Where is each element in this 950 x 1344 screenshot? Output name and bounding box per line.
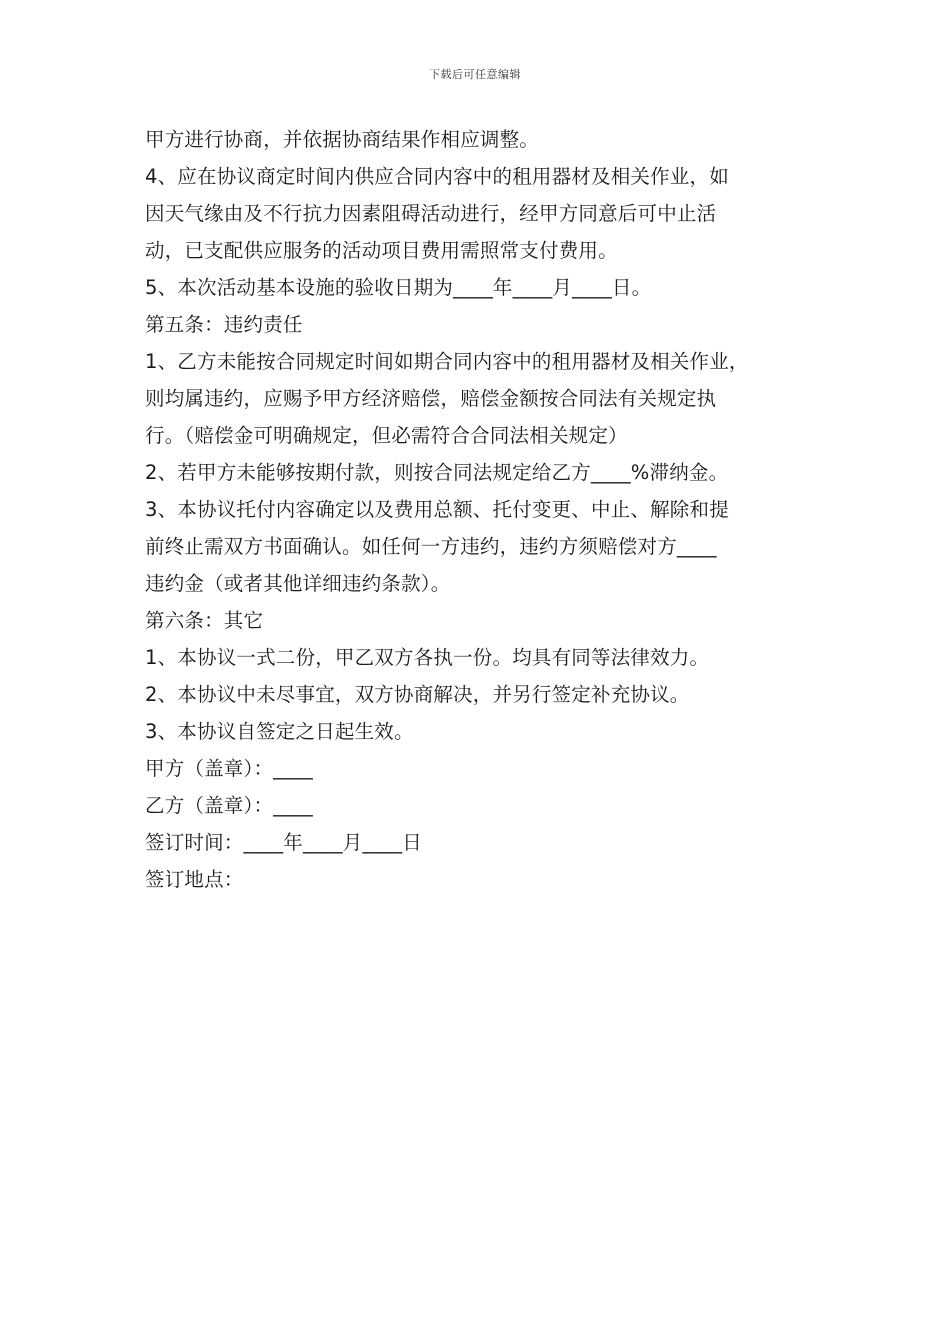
party-b-seal-line: 乙方（盖章）：____ [145, 794, 313, 817]
breach-clause-3-line-1: 3、本协议托付内容确定以及费用总额、托付变更、中止、解除和提 [145, 498, 729, 521]
section-heading-article-5: 第五条：违约责任 [145, 313, 303, 336]
breach-clause-2-line: 2、若甲方未能够按期付款，则按合同法规定给乙方____%滞纳金。 [145, 461, 729, 484]
clause-4-line-3: 动，已支配供应服务的活动项目费用需照常支付费用。 [145, 239, 618, 262]
clause-5-line: 5、本次活动基本设施的验收日期为____年____月____日。 [145, 276, 652, 299]
party-a-seal-line: 甲方（盖章）：____ [145, 757, 313, 780]
signing-date-line: 签订时间：____年____月____日 [145, 831, 423, 854]
text-line: 甲方进行协商，并依据协商结果作相应调整。 [145, 128, 540, 151]
breach-clause-1-line-2: 则均属违约，应赐予甲方经济赔偿，赔偿金额按合同法有关规定执 [145, 387, 717, 410]
other-clause-3-line: 3、本协议自签定之日起生效。 [145, 720, 414, 743]
section-heading-article-6: 第六条：其它 [145, 609, 264, 632]
signing-place-line: 签订地点： [145, 868, 244, 891]
breach-clause-1-line-1: 1、乙方未能按合同规定时间如期合同内容中的租用器材及相关作业， [145, 350, 749, 373]
document-body [145, 121, 825, 898]
clause-4-line-1: 4、应在协议商定时间内供应合同内容中的租用器材及相关作业，如 [145, 165, 729, 188]
breach-clause-3-line-2: 前终止需双方书面确认。如任何一方违约，违约方须赔偿对方____ [145, 535, 717, 558]
breach-clause-3-line-3: 违约金（或者其他详细违约条款）。 [145, 572, 451, 595]
page-header: 下载后可任意编辑 [429, 68, 521, 81]
other-clause-2-line: 2、本协议中未尽事宜，双方协商解决，并另行签定补充协议。 [145, 683, 690, 706]
other-clause-1-line: 1、本协议一式二份，甲乙双方各执一份。均具有同等法律效力。 [145, 646, 710, 669]
breach-clause-1-line-3: 行。（赔偿金可明确规定，但必需符合合同法相关规定） [145, 424, 628, 447]
clause-4-line-2: 因天气缘由及不行抗力因素阻碍活动进行，经甲方同意后可中止活 [145, 202, 717, 225]
